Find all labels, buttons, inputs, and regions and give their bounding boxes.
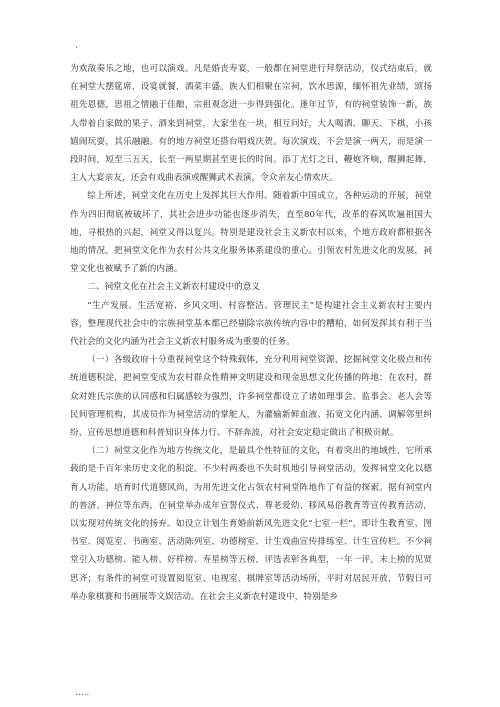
header-mark: . bbox=[75, 40, 79, 51]
paragraph-1: 为欢敌奏乐之地，也可以演戏。凡是婚丧寿宴，一般都在祠堂进行拜祭活动，仪式结束后，就在祠堂大摆筵席，设宴就餐，酒菜丰盛。族人们相聚在宗祠，饮水思源，缅怀祖先业绩，颂扬祖先恩德，思祖之情融于佳酿，宗祖观念进一步得到强化。逢年过节，有的祠堂装饰一新，族人带着自家做的果子、酒来到祠堂，大家坐在一块，相互问好，大人喝酒、聊天、下棋，小孩嬉闹玩耍，其乐融融。有的地方祠堂还搭台唱戏庆贺。每次演戏，不会是演一两天，而是演一段时间，短至三五天，长至一两星期甚至更长的时间。添丁尤灯之日，鞭炮齐响，醒狮起舞，主人大宴亲友，还会有戏曲表演或醒狮武术表演，令众亲友心情欢庆。 bbox=[70, 64, 432, 184]
paragraph-5: （二）祠堂文化作为地方传统文化，是最具个性特征的文化，有着突出的地域性，它所承载的是千百年来历史文化的积淀。不少村两委也不失时机地引导祠堂活动，发挥祠堂文化以德育人功能，培育时代道德风尚，为用先进文化占领农村祠堂阵地作了有益的探索。据有祠堂内的普济、神位等东西，在祠堂举办成年宣誓仪式、尊老爱幼、移风易俗教育等宣传教育活动，以实现对传统文化的扬弃。如设立计划生育婚前新风先进文化“七室一栏”，即计生教育室、图书室、阅览室、书画室、活动陈列室、功德榜室、计生戏曲宣传排练室、计生宣传栏。不少祠堂引入功德榜、能人榜、好样榜、寿星榜等五榜，评选表彰各典型，一年一评，未上榜的见贤思齐；有条件的祠堂可设置阅览室、电视室、棋牌室等活动场所，平时对居民开放，节假日可举办象棋赛和书画展等文娱活动。在社会主义新农村建设中，特别是乡 bbox=[70, 446, 432, 602]
document-body bbox=[70, 60, 432, 606]
paragraph-4: （一）各级政府十分重视祠堂这个特殊载体，充分利用祠堂资源，挖掘祠堂文化极点和传统道德积淀，把祠堂变成为农村群众性精神文明建设和现金思想文化传播的阵地：在农村，群众对姓氏宗族的认同感和归属感较为强烈，许多祠堂都设立了诸如理事会、监事会、老人会等民间管理机构，其成员作为祠堂活动的掌舵人，为灌输新鲜血液、拓宽文化内涵、调解邻里纠纷、宣传思想道德和科普知识身体力行、不辞奔波，对社会安定稳定做出了积极贡献。 bbox=[70, 355, 432, 439]
paragraph-2: 综上所述，祠堂文化在历史上发挥其巨大作用。随着新中国成立，各种运动的开展，祠堂作为四旧彻底被破坏了，其社会进步功能也逐步消失，直至80年代，改革的春风吹遍祖国大地，寻根热的兴起，祠堂又得以复兴。特别是建设社会主义新农村以来，个地方政府都根据各地的情况，把祠堂文化作为农村公共文化服务体系建设的重心。引领农村先进文化的发展，祠堂文化也被赋予了新的内涵。 bbox=[70, 191, 432, 275]
section-heading: 二、祠堂文化在社会主义新农村建设中的意义 bbox=[87, 282, 261, 293]
footer-mark: ..... bbox=[75, 688, 90, 698]
paragraph-3: “生产发展、生活宽裕、乡风文明、村容整洁、管理民主”是构建社会主义新农村主要内容，整理现代社会中的宗族祠堂基本都已经剔除宗族传统内容中的糟粕，如何发挥其有利于当代社会的文化内涵为社会主义新农村服务成为重要的任务。 bbox=[70, 300, 432, 348]
